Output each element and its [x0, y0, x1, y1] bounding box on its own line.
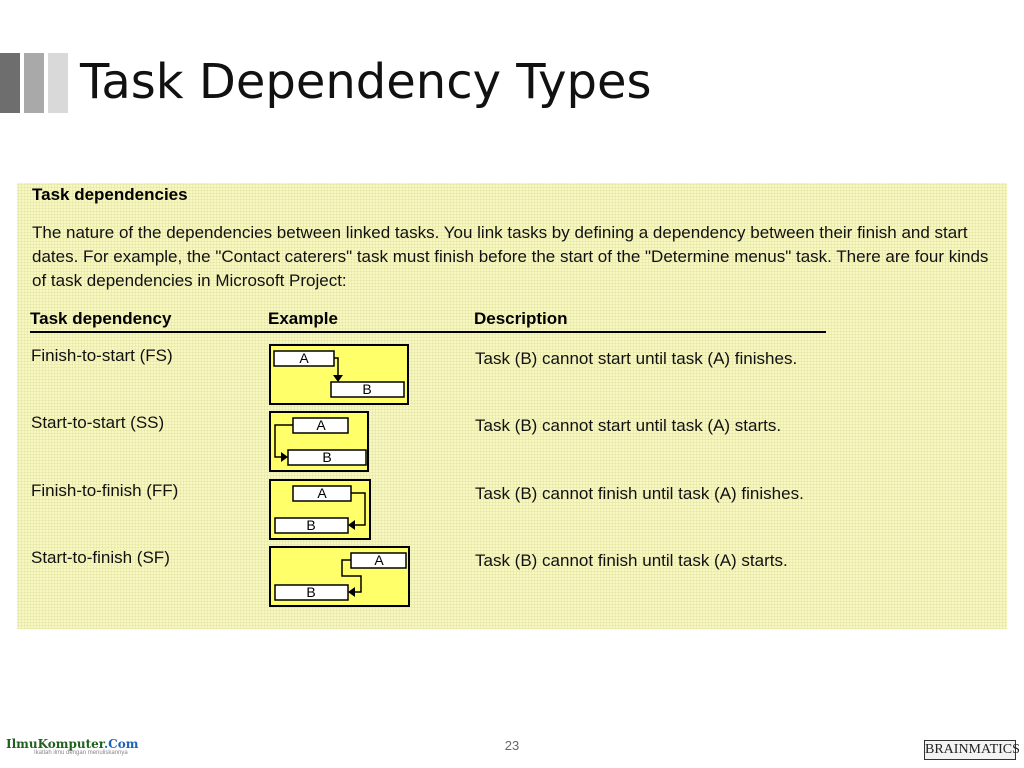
- ss-example-diagram: [269, 411, 369, 472]
- dependency-description: Task (B) cannot finish until task (A) finishes.: [475, 484, 804, 503]
- column-header-dependency: Task dependency: [30, 309, 172, 328]
- dependency-row-sf: [17, 548, 1007, 614]
- panel-heading: Task dependencies: [32, 185, 188, 204]
- dependency-row-ff: [17, 481, 1007, 547]
- column-header-example: Example: [268, 309, 338, 328]
- sf-example-diagram: [269, 546, 410, 607]
- panel-description: The nature of the dependencies between linked tasks. You link tasks by defining a dependency between their finish and start dates. For example, the "Contact caterers" task must finish before the start of the "Determine menus" task. There are four kinds of task dependencies in Microsoft Project:: [32, 223, 989, 290]
- task-a-label: A: [299, 350, 309, 366]
- brainmatics-logo: BRAINMATICS: [924, 740, 1016, 760]
- accent-bar-light: [48, 53, 68, 113]
- dependency-description: Task (B) cannot start until task (A) starts.: [475, 416, 782, 435]
- ff-example-diagram: [269, 479, 371, 540]
- fs-example-diagram: [269, 344, 409, 405]
- header-divider: [30, 331, 826, 333]
- accent-bar-medium: [24, 53, 44, 113]
- task-b-label: B: [306, 584, 316, 600]
- column-header-description: Description: [474, 309, 568, 328]
- logo-domain: .Com: [103, 737, 139, 751]
- task-b-label: B: [362, 381, 372, 397]
- logo-tagline: Ikatlah ilmu dengan menuliskannya: [34, 750, 128, 756]
- dependency-name: Finish-to-finish (FF): [31, 481, 179, 500]
- task-b-label: B: [322, 449, 332, 465]
- page-number: 23: [504, 738, 520, 753]
- ilmukomputer-logo: [6, 737, 138, 756]
- slide-title: Task Dependency Types: [80, 54, 652, 110]
- title-accent-bars: [0, 53, 72, 113]
- task-a-label: A: [374, 552, 384, 568]
- dependency-row-fs: [17, 346, 1007, 412]
- dependency-name: Start-to-finish (SF): [31, 548, 170, 567]
- dependency-description: Task (B) cannot finish until task (A) starts.: [475, 551, 788, 570]
- dependency-name: Finish-to-start (FS): [31, 346, 173, 365]
- task-b-label: B: [306, 517, 316, 533]
- logo-wordmark: IlmuKomputer: [6, 737, 104, 751]
- dependency-name: Start-to-start (SS): [31, 413, 165, 432]
- task-a-label: A: [317, 485, 327, 501]
- accent-bar-dark: [0, 53, 20, 113]
- task-dependencies-panel: [17, 183, 1007, 629]
- dependency-description: Task (B) cannot start until task (A) finishes.: [475, 349, 798, 368]
- dependency-row-ss: [17, 413, 1007, 479]
- task-a-label: A: [316, 417, 326, 433]
